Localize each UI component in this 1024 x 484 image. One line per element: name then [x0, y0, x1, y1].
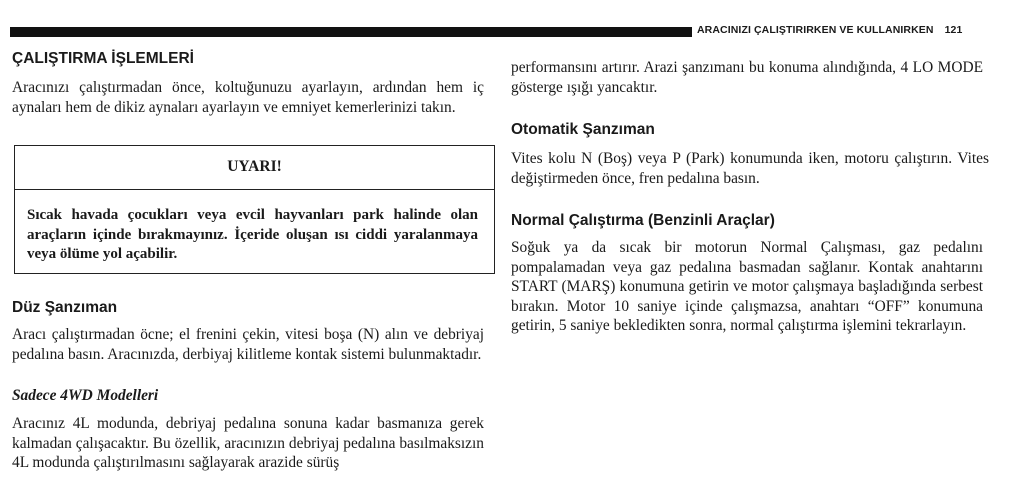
page-number: 121 — [944, 24, 963, 36]
warning-divider — [15, 189, 494, 190]
4wd-subheading: Sadece 4WD Modelleri — [12, 387, 159, 404]
automatic-transmission-text: Vites kolu N (Boş) veya P (Park) konumunda iken, motoru çalıştırın. Vites değiştirmeden önce, fren pedalına basın. — [511, 150, 989, 187]
running-head — [697, 24, 1017, 36]
intro-paragraph: Aracınızı çalıştırmadan önce, koltuğunuzu ayarlayın, ardından hem iç aynaları hem de dikiz aynaları ayarlayın ve emniyet kemerlerinizi takın. — [12, 79, 484, 116]
4wd-text: Aracınız 4L modunda, debriyaj pedalına sonuna kadar basmanıza gerek kalmadan çalışacaktır. Bu özellik, aracınızın debriyaj pedalına basılmaksızın 4L modunda çalıştırılmasını sağlayarak arazide sürüş — [12, 415, 484, 471]
warning-text: Sıcak havada çocukları veya evcil hayvanları park halinde olan araçların içinde bırakmayınız. İçeride oluşan ısı ciddi yaralanmaya veya ölüme yol açabilir. — [27, 207, 478, 262]
automatic-transmission-heading: Otomatik Şanzıman — [511, 121, 655, 138]
manual-transmission-text: Aracı çalıştırmadan öcne; el frenini çekin, vitesi boşa (N) alın ve debriyaj pedalına basın. Aracınızda, derbiyaj kilitleme kontak sistemi bulunmaktadır. — [12, 326, 484, 363]
normal-start-heading: Normal Çalıştırma (Benzinli Araçlar) — [511, 212, 775, 229]
running-head-title: ARACINIZI ÇALIŞTIRIRKEN VE KULLANIRKEN — [697, 24, 934, 36]
continuation-paragraph: performansını artırır. Arazi şanzımanı bu konuma alındığında, 4 LO MODE gösterge ışığı yancaktır. — [511, 59, 983, 96]
warning-title: UYARI! — [227, 158, 282, 175]
warning-box — [14, 145, 495, 274]
header-bar — [10, 27, 692, 37]
manual-transmission-heading: Düz Şanzıman — [12, 299, 118, 316]
section-title: ÇALIŞTIRMA İŞLEMLERİ — [12, 50, 194, 67]
normal-start-text: Soğuk ya da sıcak bir motorun Normal Çalışması, gaz pedalını pompalamadan veya gaz pedalına basmadan sağlanır. Kontak anahtarını START (MARŞ) konumuna getirin ve motor çalışmaya başladığında serbest bırakın. Motor 10 saniye içinde çalışmazsa, anahtarı “OFF” konumuna getirin, 5 saniye bekledikten sonra, normal çalıştırma işlemini tekrarlayın. — [511, 239, 983, 334]
